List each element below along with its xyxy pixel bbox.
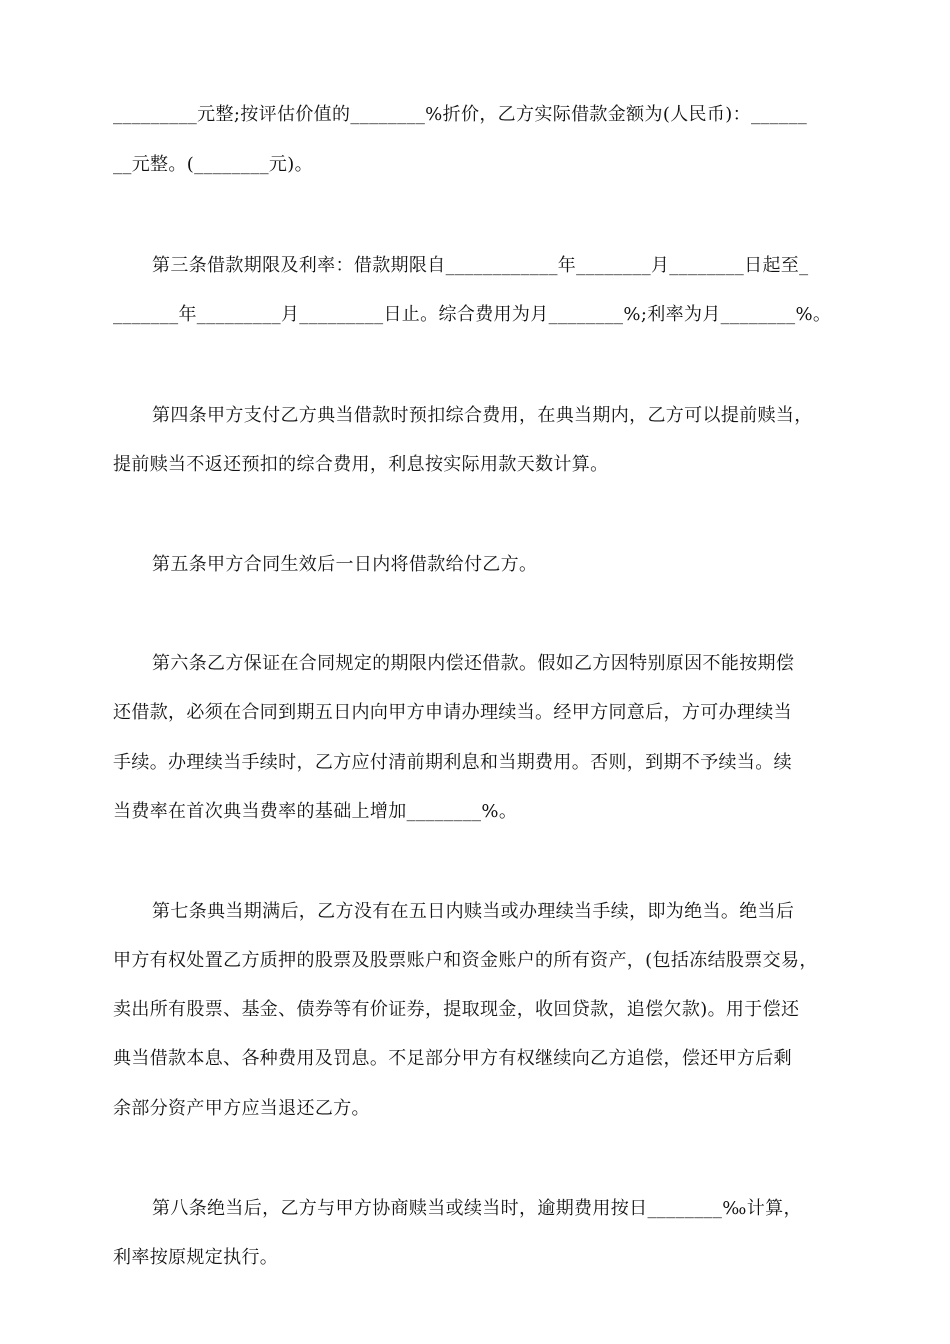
text-line: 余部分资产甲方应当退还乙方。 <box>113 1098 370 1119</box>
paragraph-article-6: 第六条乙方保证在合同规定的期限内偿还借款。假如乙方因特别原因不能按期偿 <box>152 653 795 674</box>
text-line: _______年_________月_________日止。综合费用为月________%;利率为月________%。 <box>113 304 832 325</box>
paragraph-article-8: 第八条绝当后，乙方与甲方协商赎当或续当时，逾期费用按日________‰计算， <box>152 1198 802 1219</box>
text-line: 卖出所有股票、基金、债券等有价证券，提取现金，收回贷款，追偿欠款)。用于偿还 <box>113 999 800 1020</box>
paragraph-article-7: 第七条典当期满后，乙方没有在五日内赎当或办理续当手续，即为绝当。绝当后 <box>152 901 795 922</box>
paragraph-article-4: 第四条甲方支付乙方典当借款时预扣综合费用，在典当期内，乙方可以提前赎当， <box>152 405 813 426</box>
text-line: 当费率在首次典当费率的基础上增加________%。 <box>113 801 518 822</box>
text-line: __元整。(________元)。 <box>113 154 313 175</box>
text-line: 典当借款本息、各种费用及罚息。不足部分甲方有权继续向乙方追偿，偿还甲方后剩 <box>113 1048 792 1069</box>
text-line: 还借款，必须在合同到期五日内向甲方申请办理续当。经甲方同意后，方可办理续当 <box>113 702 792 723</box>
text-line: _________元整;按评估价值的________%折价，乙方实际借款金额为(人民币)：______ <box>113 104 808 125</box>
paragraph-article-5: 第五条甲方合同生效后一日内将借款给付乙方。 <box>152 554 538 575</box>
text-line: 甲方有权处置乙方质押的股票及股票账户和资金账户的所有资产，(包括冻结股票交易， <box>113 950 818 971</box>
text-line: 利率按原规定执行。 <box>113 1247 279 1268</box>
text-line: 提前赎当不返还预扣的综合费用，利息按实际用款天数计算。 <box>113 454 609 475</box>
paragraph-article-3: 第三条借款期限及利率：借款期限自____________年________月________日起至_ <box>152 255 809 276</box>
text-line: 手续。办理续当手续时，乙方应付清前期利息和当期费用。否则，到期不予续当。续 <box>113 752 792 773</box>
